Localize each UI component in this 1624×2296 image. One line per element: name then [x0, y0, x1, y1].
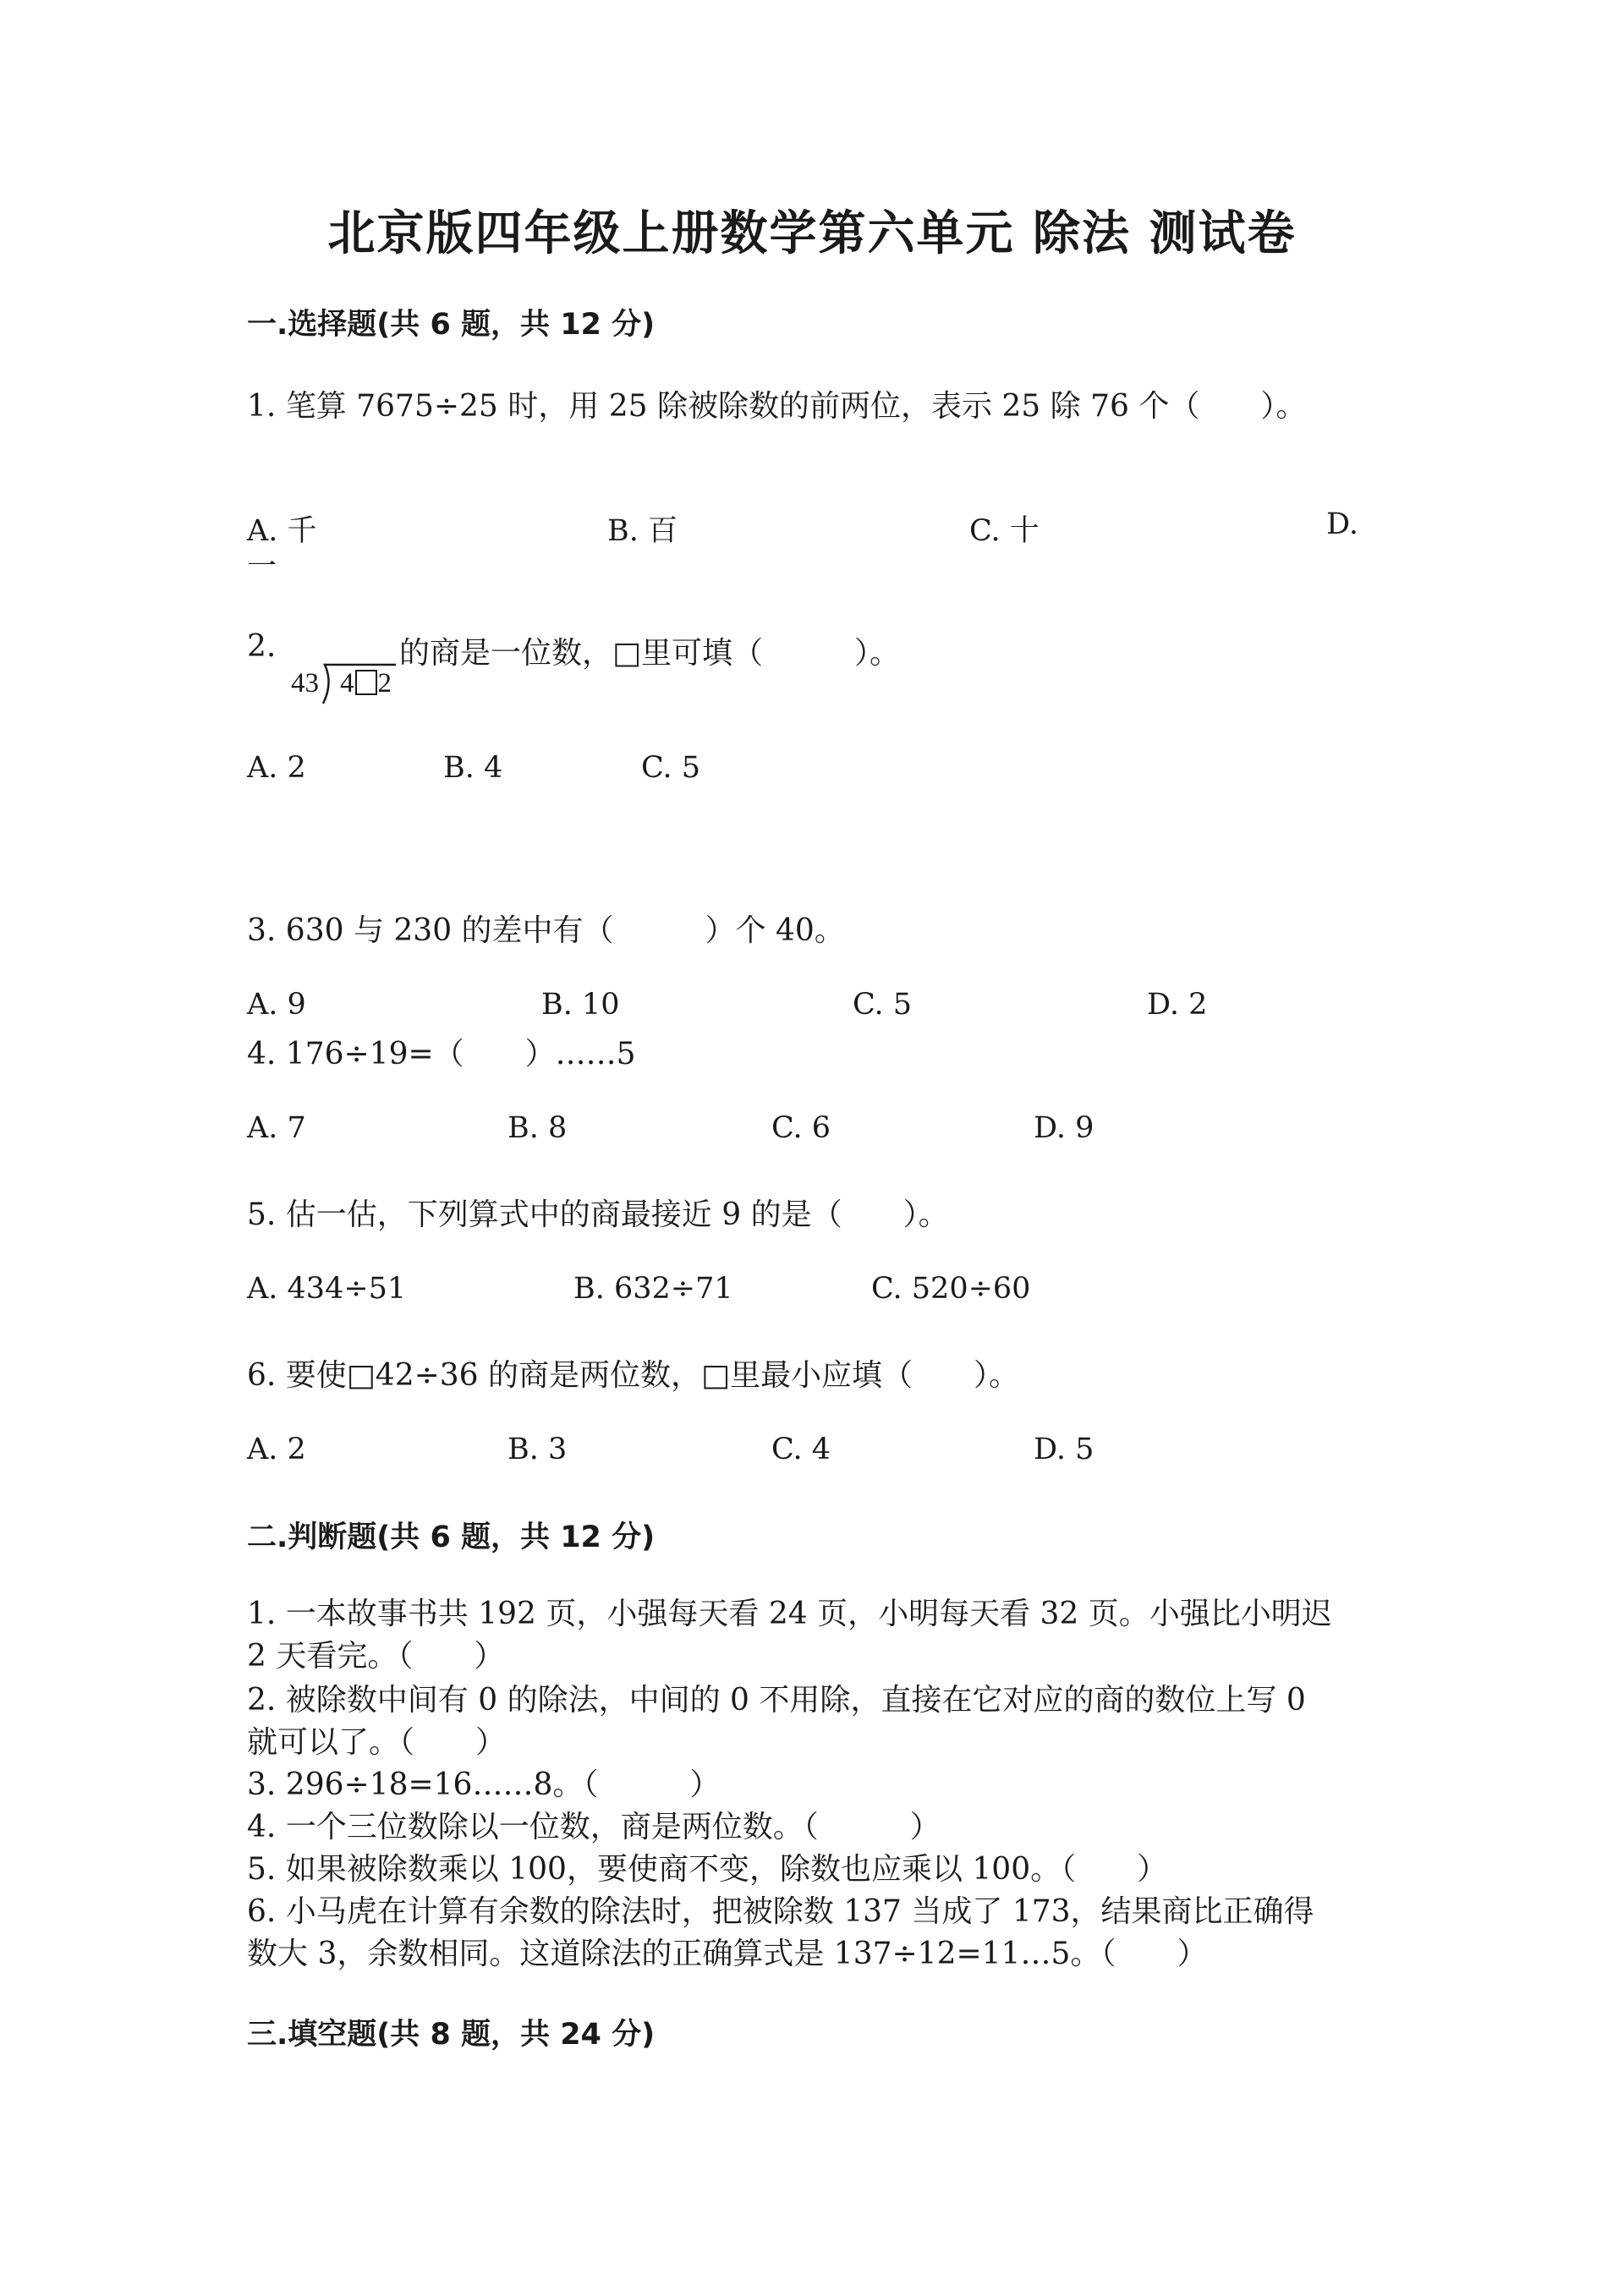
- page-title: 北京版四年级上册数学第六单元 除法 测试卷: [327, 206, 1297, 261]
- q3-option-d: D. 2: [1147, 988, 1208, 1022]
- judge-6-line-1: 6. 小马虎在计算有余数的除法时，把被除数 137 当成了 173，结果商比正确得: [247, 1894, 1314, 1929]
- dividend-last-digit: 2: [377, 668, 392, 699]
- judge-2-line-2: 就可以了。（ ）: [247, 1725, 507, 1760]
- judge-1-line-2: 2 天看完。（ ）: [247, 1639, 505, 1674]
- question-4: 4. 176÷19=（ ）……5: [247, 1037, 636, 1071]
- q4-option-b: B. 8: [508, 1111, 568, 1145]
- q6-option-a: A. 2: [247, 1433, 306, 1466]
- question-2-number: 2.: [247, 629, 277, 664]
- q1-option-d-continued: 一: [247, 550, 277, 584]
- section-heading-choice: 一.选择题(共 6 题，共 12 分): [247, 308, 656, 342]
- q1-option-d: D.: [1326, 507, 1358, 541]
- judge-3: 3. 296÷18=16……8。（ ）: [247, 1767, 721, 1802]
- q6-option-d: D. 5: [1034, 1433, 1095, 1466]
- q2-option-a: A. 2: [247, 751, 306, 785]
- judge-6-line-2: 数大 3，余数相同。这道除法的正确算式是 137÷12=11…5。（ ）: [247, 1937, 1208, 1971]
- q1-option-b: B. 百: [607, 514, 678, 548]
- long-division-figure: [291, 658, 398, 705]
- q1-option-c: C. 十: [969, 514, 1040, 548]
- q1-option-a: A. 千: [247, 514, 317, 548]
- divisor: 43: [291, 668, 319, 699]
- q5-option-b: B. 632÷71: [573, 1272, 733, 1306]
- question-6: 6. 要使□42÷36 的商是两位数，□里最小应填（ ）。: [247, 1358, 1020, 1393]
- q3-option-c: C. 5: [853, 988, 913, 1022]
- judge-4: 4. 一个三位数除以一位数，商是两位数。（ ）: [247, 1810, 941, 1844]
- section-heading-judge: 二.判断题(共 6 题，共 12 分): [247, 1521, 656, 1554]
- judge-1-line-1: 1. 一本故事书共 192 页，小强每天看 24 页，小明每天看 32 页。小强比小明迟: [247, 1597, 1332, 1631]
- question-2: 的商是一位数，□里可填（ ）。: [399, 636, 901, 671]
- q3-option-a: A. 9: [247, 988, 306, 1022]
- dividend-first-digit: 4: [340, 668, 354, 699]
- blank-box: [355, 670, 377, 695]
- section-heading-fill: 三.填空题(共 8 题，共 24 分): [247, 2018, 656, 2052]
- question-5: 5. 估一估，下列算式中的商最接近 9 的是（ ）。: [247, 1197, 949, 1232]
- q2-option-c: C. 5: [641, 751, 701, 785]
- dividend: [340, 668, 392, 699]
- question-3: 3. 630 与 230 的差中有（ ）个 40。: [247, 913, 845, 948]
- q6-option-b: B. 3: [508, 1433, 568, 1466]
- q5-option-a: A. 434÷51: [247, 1272, 407, 1306]
- question-1: 1. 笔算 7675÷25 时，用 25 除被除数的前两位，表示 25 除 76 个（ ）。: [247, 389, 1307, 424]
- q2-option-b: B. 4: [443, 751, 503, 785]
- q3-option-b: B. 10: [541, 988, 620, 1022]
- q4-option-d: D. 9: [1034, 1111, 1095, 1145]
- q6-option-c: C. 4: [771, 1433, 831, 1466]
- q4-option-a: A. 7: [247, 1111, 306, 1145]
- q5-option-c: C. 520÷60: [871, 1272, 1031, 1306]
- q4-option-c: C. 6: [771, 1111, 831, 1145]
- judge-5: 5. 如果被除数乘以 100，要使商不变，除数也应乘以 100。（ ）: [247, 1852, 1168, 1887]
- judge-2-line-1: 2. 被除数中间有 0 的除法，中间的 0 不用除，直接在它对应的商的数位上写 0: [247, 1683, 1306, 1718]
